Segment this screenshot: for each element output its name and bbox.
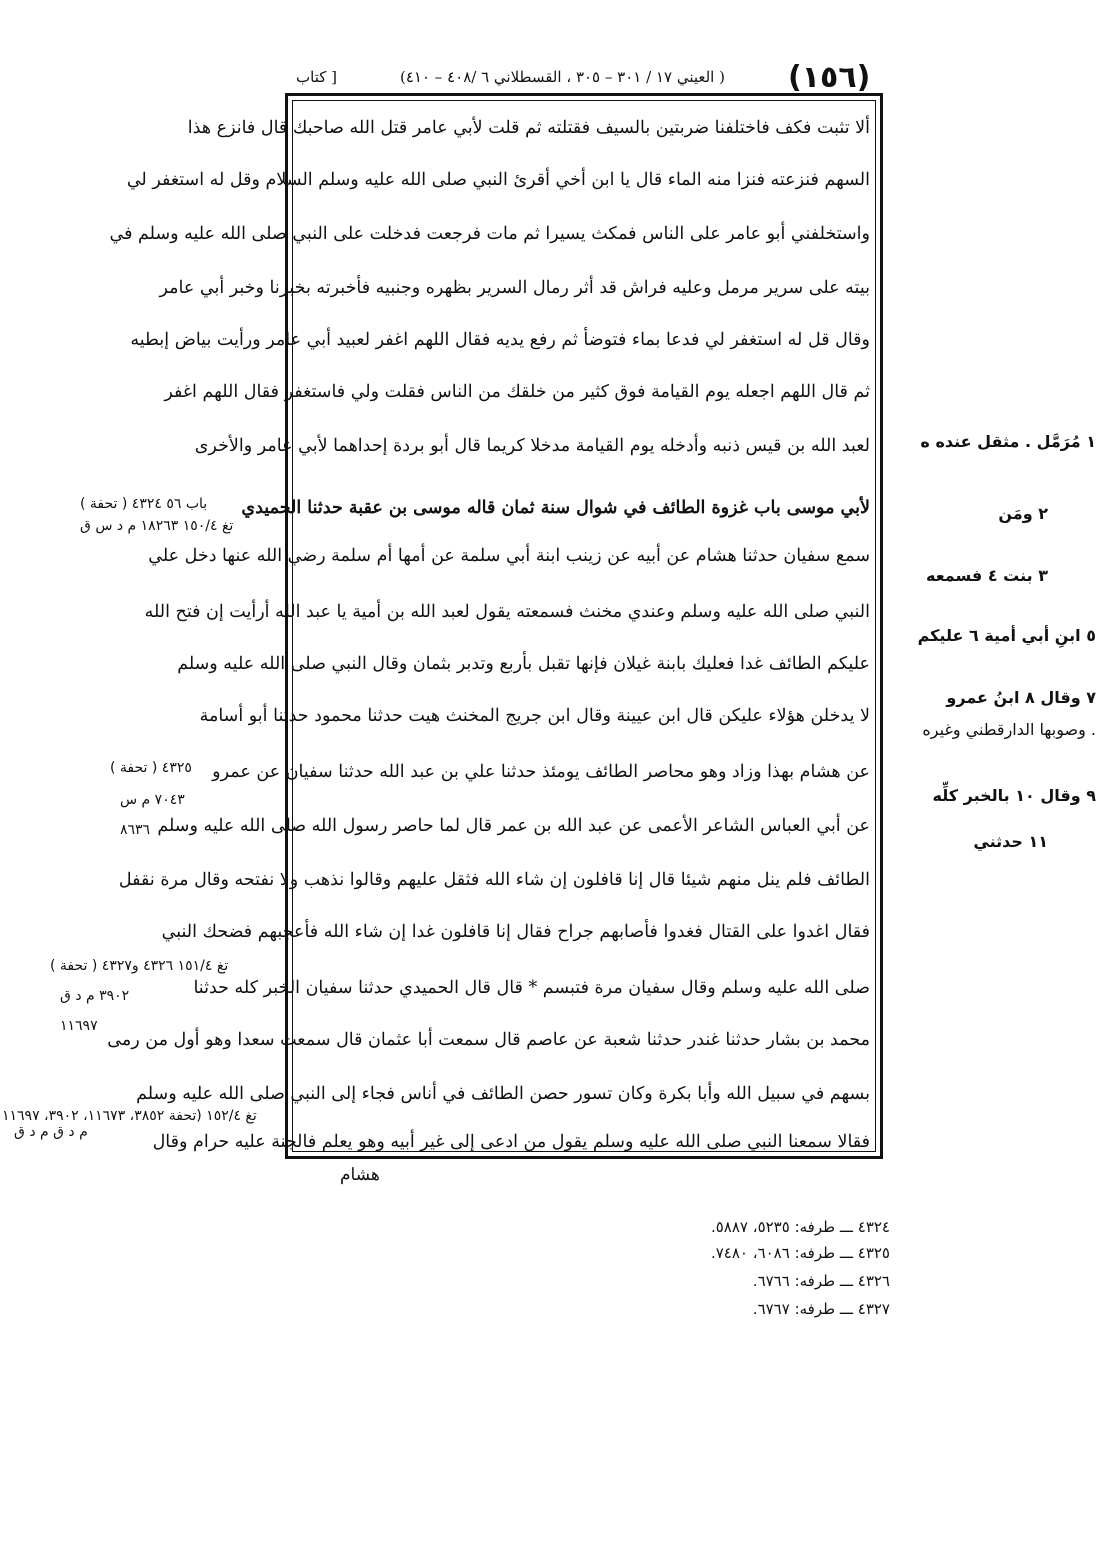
text-line: ألا تثبت فكف فاختلفنا ضربتين بالسيف فقتلته ثم قلت لأبي عامر قتل الله صاحبك قال فانزع هذا xyxy=(187,118,870,138)
margin-note: ٧ وقال ٨ ابنُ عمرو xyxy=(946,688,1096,707)
margin-reference: باب ٥٦ ٤٣٢٤ ( تحفة ) xyxy=(80,496,208,512)
tarf-line: ٤٣٢٧ ـــ طرفه: ٦٧٦٧. xyxy=(752,1300,890,1318)
catchword: هشام xyxy=(340,1165,380,1185)
tarf-line: ٤٣٢٦ ـــ طرفه: ٦٧٦٦. xyxy=(752,1272,890,1290)
text-line: فقالا سمعنا النبي صلى الله عليه وسلم يقول من ادعى إلى غير أبيه وهو يعلم فالجنة عليه حرام وقال xyxy=(152,1132,870,1152)
margin-reference: ٧٠٤٣ م س xyxy=(120,792,185,808)
text-line: السهم فنزعته فنزا منه الماء قال يا ابن أخي أقرئ النبي صلى الله عليه وسلم السلام وقل له استغفر لي xyxy=(126,170,870,190)
margin-note: ٥ ابنِ أبي أمية ٦ عليكم xyxy=(917,626,1096,645)
text-line: النبي صلى الله عليه وسلم وعندي مخنث فسمعته يقول لعبد الله بن أمية يا عبد الله أرأيت إن فتح الله xyxy=(144,602,870,622)
text-line: الطائف فلم ينل منهم شيئا قال إنا قافلون إن شاء الله فثقل عليهم وقالوا نذهب ولا نفتحه وقال مرة نقفل xyxy=(118,870,870,890)
text-line: عن هشام بهذا وزاد وهو محاصر الطائف يومئذ حدثنا علي بن عبد الله حدثنا سفيان عن عمرو xyxy=(212,762,870,782)
text-line: ثم قال اللهم اجعله يوم القيامة فوق كثير من خلقك من الناس فقلت ولي فاستغفر فقال اللهم اغفر xyxy=(164,382,870,402)
margin-reference: تغ ١٥٢/٤ (تحفة ٣٨٥٢، ١١٦٧٣، ٣٩٠٢، ١١٦٩٧ xyxy=(2,1108,257,1124)
margin-note: ٢ ومَن xyxy=(998,504,1048,523)
text-line: صلى الله عليه وسلم وقال سفيان مرة فتبسم * قال قال الحميدي حدثنا سفيان الخبر كله حدثنا xyxy=(193,978,870,998)
text-line: وقال قل له استغفر لي فدعا بماء فتوضأ ثم رفع يديه فقال اللهم اغفر لعبيد أبي عامر ورأيت بياض إبطيه xyxy=(130,330,870,350)
text-line: واستخلفني أبو عامر على الناس فمكث يسيرا ثم مات فرجعت فدخلت على النبي صلى الله عليه وسلم في xyxy=(109,224,870,244)
margin-note: . وصوبها الدارقطني وغيره xyxy=(922,720,1096,739)
margin-note: ١١ حدثني xyxy=(973,832,1048,851)
text-line: بسهم في سبيل الله وأبا بكرة وكان تسور حصن الطائف في أناس فجاء إلى النبي صلى الله عليه وسلم xyxy=(136,1084,870,1104)
margin-note: ٣ بنت ٤ فسمعه xyxy=(926,566,1048,585)
margin-reference: ٤٣٢٥ ( تحفة ) xyxy=(110,760,192,776)
text-line: سمع سفيان حدثنا هشام عن أبيه عن زينب ابنة أبي سلمة عن أمها أم سلمة رضي الله عنها دخل علي xyxy=(148,546,870,566)
tarf-line: ٤٣٢٥ ـــ طرفه: ٦٠٨٦، ٧٤٨٠. xyxy=(710,1244,890,1262)
text-line: فقال اغدوا على القتال فغدوا فأصابهم جراح فقال إنا قافلون غدا إن شاء الله فأعجبهم فضحك النبي xyxy=(161,922,870,942)
text-line: عن أبي العباس الشاعر الأعمى عن عبد الله بن عمر قال لما حاصر رسول الله صلى الله عليه وسلم xyxy=(157,816,870,836)
text-line: لا يدخلن هؤلاء عليكن قال ابن عيينة وقال ابن جريج المخنث هيت حدثنا محمود حدثنا أبو أسامة xyxy=(199,706,870,726)
margin-reference: ٨٦٣٦ xyxy=(120,822,151,838)
text-line: محمد بن بشار حدثنا غندر حدثنا شعبة عن عاصم قال سمعت أبا عثمان قال سمعت سعدا وهو أول من رمى xyxy=(107,1030,870,1050)
chapter-heading-line: لأبي موسى باب غزوة الطائف في شوال سنة ثمان قاله موسى بن عقبة حدثنا الحميدي xyxy=(241,498,870,518)
header-book-title: [ كتاب xyxy=(296,68,337,86)
header-references: ( العيني ١٧ / ٣٠١ – ٣٠٥ ، القسطلاني ٦ /٤٠٨ – ٤١٠) xyxy=(400,68,725,86)
text-line: عليكم الطائف غدا فعليك بابنة غيلان فإنها تقبل بأربع وتدبر بثمان وقال النبي صلى الله عليه وسلم xyxy=(177,654,870,674)
margin-note: ٩ وقال ١٠ بالخبر كلِّه xyxy=(932,786,1096,805)
page-number: (١٥٦) xyxy=(788,60,871,95)
text-line: بيته على سرير مرمل وعليه فراش قد أثر رمال السرير بظهره وجنبيه فأخبرته بخبرنا وخبر أبي عامر xyxy=(159,278,870,298)
margin-reference: تغ ١٥١/٤ ٤٣٢٦ و٤٣٢٧ ( تحفة ) xyxy=(50,958,229,974)
margin-reference: م د ق م د ق xyxy=(14,1124,88,1140)
margin-reference: تغ ١٥٠/٤ ١٨٢٦٣ م د س ق xyxy=(80,518,234,534)
margin-note: ١ مُرَمَّل . مثقل عنده ه xyxy=(920,432,1096,451)
margin-reference: ١١٦٩٧ xyxy=(60,1018,98,1034)
margin-reference: ٣٩٠٢ م د ق xyxy=(60,988,130,1004)
tarf-line: ٤٣٢٤ ـــ طرفه: ٥٢٣٥، ٥٨٨٧. xyxy=(710,1218,890,1236)
text-line: لعبد الله بن قيس ذنبه وأدخله يوم القيامة مدخلا كريما قال أبو بردة إحداهما لأبي عامر والأخرى xyxy=(194,436,870,456)
